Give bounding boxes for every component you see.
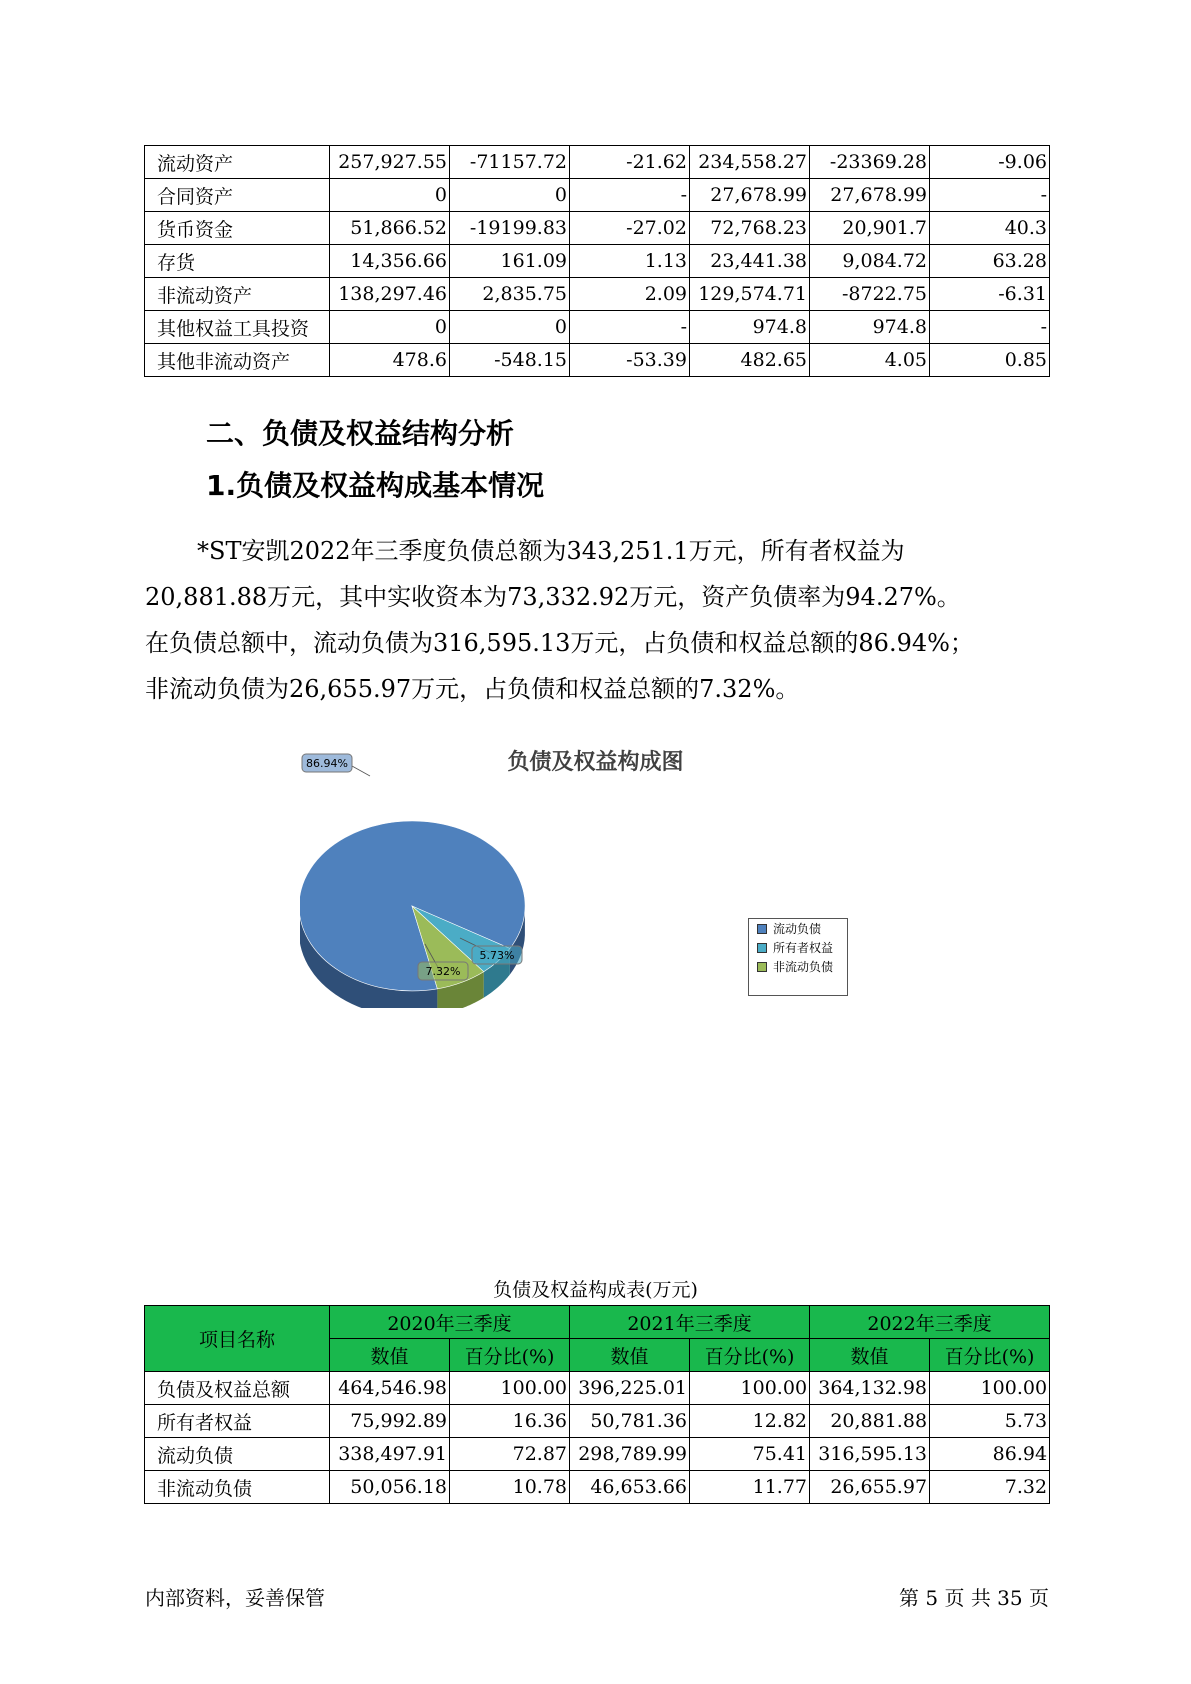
table-cell: 14,356.66 — [330, 245, 450, 278]
row-label: 存货 — [145, 245, 330, 278]
table-cell: 75,992.89 — [330, 1405, 450, 1438]
table-cell: 63.28 — [930, 245, 1050, 278]
table-row — [145, 179, 1050, 212]
table-cell: 27,678.99 — [690, 179, 810, 212]
header-period: 2021年三季度 — [570, 1306, 810, 1339]
header-value: 数值 — [570, 1339, 690, 1372]
table-cell: 86.94 — [930, 1438, 1050, 1471]
header-item-name: 项目名称 — [145, 1306, 330, 1372]
table-row — [145, 146, 1050, 179]
table-cell: 40.3 — [930, 212, 1050, 245]
row-label: 流动负债 — [145, 1438, 330, 1471]
row-label: 负债及权益总额 — [145, 1372, 330, 1405]
table-cell: 482.65 — [690, 344, 810, 377]
pie-chart — [300, 748, 590, 1008]
table-cell: 75.41 — [690, 1438, 810, 1471]
footer-page-number: 第 5 页 共 35 页 — [899, 1586, 1049, 1610]
table-row — [145, 344, 1050, 377]
table-cell: 0 — [330, 179, 450, 212]
legend-swatch — [757, 943, 767, 953]
row-label: 流动资产 — [145, 146, 330, 179]
table-row — [145, 1438, 1050, 1471]
table-cell: 16.36 — [450, 1405, 570, 1438]
legend-label: 所有者权益 — [773, 941, 834, 955]
header-value: 数值 — [330, 1339, 450, 1372]
table-row — [145, 278, 1050, 311]
table-cell: -8722.75 — [810, 278, 930, 311]
table-row — [145, 245, 1050, 278]
table-cell: -23369.28 — [810, 146, 930, 179]
table-cell: 100.00 — [450, 1372, 570, 1405]
table-cell: 51,866.52 — [330, 212, 450, 245]
paragraph-line: 20,881.88万元，其中实收资本为73,332.92万元，资产负债率为94.27%。 — [145, 583, 961, 611]
table-cell: 50,781.36 — [570, 1405, 690, 1438]
row-label: 其他非流动资产 — [145, 344, 330, 377]
asset-table — [144, 145, 1050, 377]
table-cell: 0.85 — [930, 344, 1050, 377]
row-label: 非流动负债 — [145, 1471, 330, 1504]
table-cell: -71157.72 — [450, 146, 570, 179]
table-cell: 974.8 — [810, 311, 930, 344]
table-cell: - — [930, 311, 1050, 344]
table-cell: 9,084.72 — [810, 245, 930, 278]
chart-legend — [748, 918, 848, 996]
table-cell: 0 — [450, 179, 570, 212]
table-cell: 316,595.13 — [810, 1438, 930, 1471]
table-cell: 11.77 — [690, 1471, 810, 1504]
table-cell: - — [570, 311, 690, 344]
table-row — [145, 311, 1050, 344]
header-period: 2022年三季度 — [810, 1306, 1050, 1339]
table-cell: 298,789.99 — [570, 1438, 690, 1471]
table-cell: 7.32 — [930, 1471, 1050, 1504]
table-cell: 0 — [450, 311, 570, 344]
row-label: 货币资金 — [145, 212, 330, 245]
table-cell: -6.31 — [930, 278, 1050, 311]
table-cell: 396,225.01 — [570, 1372, 690, 1405]
legend-label: 流动负债 — [773, 922, 822, 936]
table-cell: 464,546.98 — [330, 1372, 450, 1405]
table-cell: 4.05 — [810, 344, 930, 377]
legend-swatch — [757, 962, 767, 972]
table-cell: 100.00 — [930, 1372, 1050, 1405]
table-cell: 2,835.75 — [450, 278, 570, 311]
table-cell: 234,558.27 — [690, 146, 810, 179]
table-cell: 338,497.91 — [330, 1438, 450, 1471]
table-cell: -27.02 — [570, 212, 690, 245]
table-cell: 27,678.99 — [810, 179, 930, 212]
paragraph-line: 在负债总额中，流动负债为316,595.13万元，占负债和权益总额的86.94%； — [145, 629, 974, 657]
row-label: 其他权益工具投资 — [145, 311, 330, 344]
legend-swatch — [757, 924, 767, 934]
table-cell: 129,574.71 — [690, 278, 810, 311]
table-row — [145, 1372, 1050, 1405]
legend-item — [749, 919, 847, 938]
footer-confidential: 内部资料，妥善保管 — [145, 1586, 325, 1610]
table-cell: -53.39 — [570, 344, 690, 377]
row-label: 非流动资产 — [145, 278, 330, 311]
table-cell: -19199.83 — [450, 212, 570, 245]
section-subheading: 1.负债及权益构成基本情况 — [206, 469, 545, 502]
table-cell: - — [570, 179, 690, 212]
table-cell: 364,132.98 — [810, 1372, 930, 1405]
table-cell: 50,056.18 — [330, 1471, 450, 1504]
legend-item — [749, 938, 847, 957]
table-row — [145, 1471, 1050, 1504]
table-cell: 12.82 — [690, 1405, 810, 1438]
table-cell: -21.62 — [570, 146, 690, 179]
header-period: 2020年三季度 — [330, 1306, 570, 1339]
data-label-text: 5.73% — [479, 949, 515, 962]
legend-label: 非流动负债 — [773, 960, 834, 974]
table-cell: -548.15 — [450, 344, 570, 377]
table-cell: 10.78 — [450, 1471, 570, 1504]
table-cell: 161.09 — [450, 245, 570, 278]
table-cell: 20,881.88 — [810, 1405, 930, 1438]
section-heading: 二、负债及权益结构分析 — [206, 417, 515, 450]
data-label-text: 7.32% — [425, 965, 461, 978]
liability-equity-table — [144, 1305, 1050, 1504]
table-cell: - — [930, 179, 1050, 212]
row-label: 合同资产 — [145, 179, 330, 212]
header-value: 数值 — [810, 1339, 930, 1372]
paragraph-line: *ST安凯2022年三季度负债总额为343,251.1万元，所有者权益为 — [197, 537, 905, 565]
analysis-paragraph — [145, 528, 1050, 712]
table-cell: -9.06 — [930, 146, 1050, 179]
table-cell: 72,768.23 — [690, 212, 810, 245]
table-caption: 负债及权益构成表(万元) — [493, 1279, 698, 1301]
paragraph-line: 非流动负债为26,655.97万元，占负债和权益总额的7.32%。 — [145, 675, 800, 703]
table-cell: 138,297.46 — [330, 278, 450, 311]
chart-title: 负债及权益构成图 — [507, 750, 684, 775]
table-cell: 72.87 — [450, 1438, 570, 1471]
table-cell: 2.09 — [570, 278, 690, 311]
legend-item — [749, 957, 847, 976]
table-cell: 100.00 — [690, 1372, 810, 1405]
header-percent: 百分比(%) — [450, 1339, 570, 1372]
header-percent: 百分比(%) — [690, 1339, 810, 1372]
table-cell: 46,653.66 — [570, 1471, 690, 1504]
table-cell: 26,655.97 — [810, 1471, 930, 1504]
data-label-text: 86.94% — [306, 757, 348, 770]
table-cell: 478.6 — [330, 344, 450, 377]
table-cell: 257,927.55 — [330, 146, 450, 179]
header-percent: 百分比(%) — [930, 1339, 1050, 1372]
table-cell: 1.13 — [570, 245, 690, 278]
table-cell: 20,901.7 — [810, 212, 930, 245]
table-cell: 974.8 — [690, 311, 810, 344]
row-label: 所有者权益 — [145, 1405, 330, 1438]
table-row — [145, 1405, 1050, 1438]
data-label — [302, 754, 370, 776]
table-row — [145, 212, 1050, 245]
table-cell: 5.73 — [930, 1405, 1050, 1438]
leader-line — [352, 766, 370, 776]
table-cell: 0 — [330, 311, 450, 344]
table-cell: 23,441.38 — [690, 245, 810, 278]
